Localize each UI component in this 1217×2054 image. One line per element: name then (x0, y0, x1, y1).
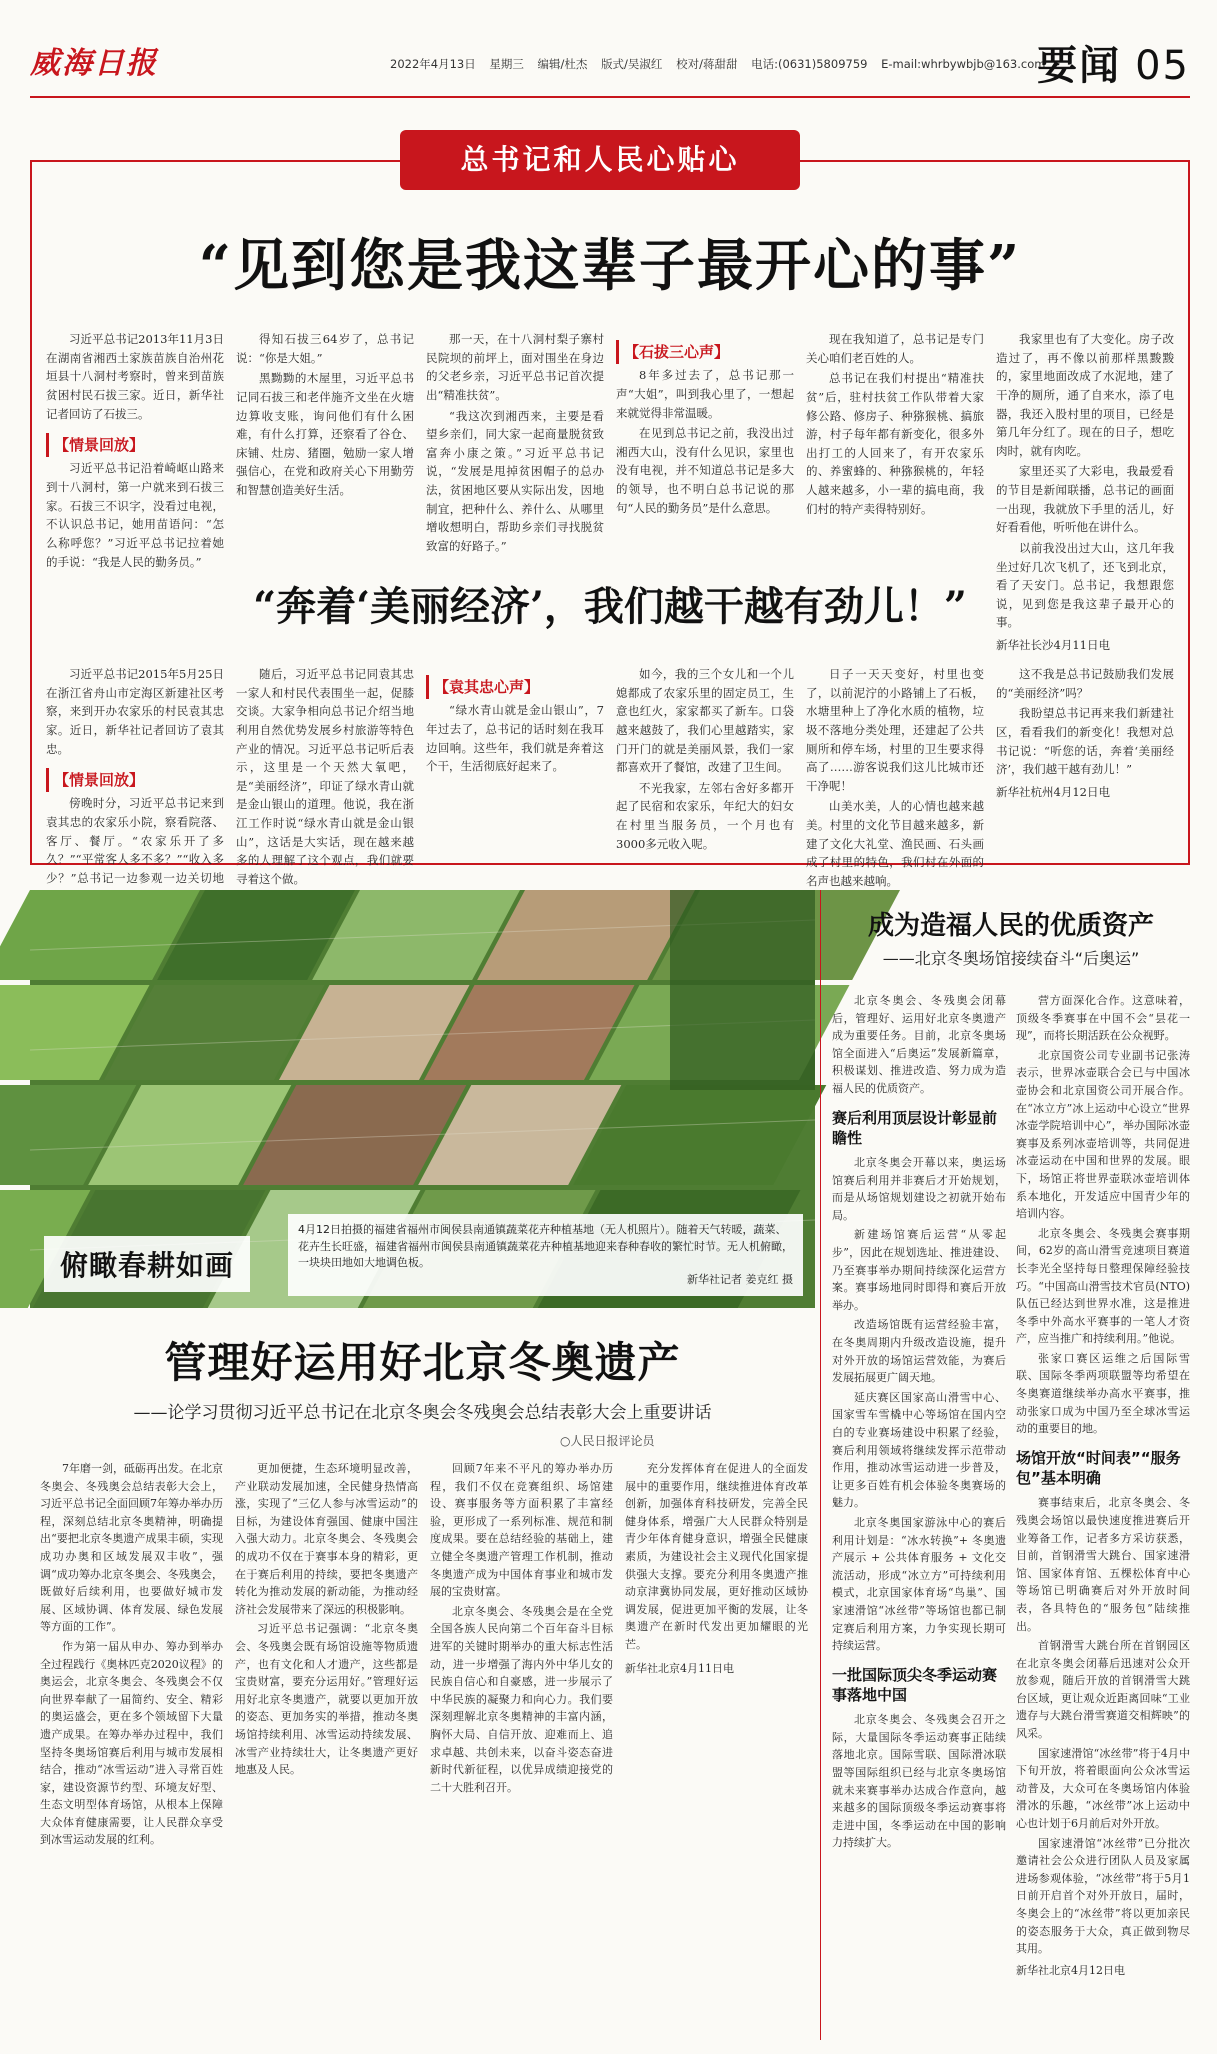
subhead: 场馆开放“时间表”“服务包”基本明确 (1016, 1448, 1181, 1488)
paragraph: 北京冬奥会、冬残奥会赛事期间，62岁的高山滑雪竞速项目赛道长李光全坚持每日整理保障经验技巧。“中国高山滑雪技术官员(NTO)队伍已经达到世界水准，这是推进冬季中外高水平赛事的一笔人才资产，应当推广和持续利用。”他说。 (1016, 1226, 1190, 1346)
paragraph: 首钢滑雪大跳台所在首钢园区在北京冬奥会闭幕后迅速对公众开放参观，随后开放的首钢滑雪大跳台区域，更让观众近距离回味“工业遗存与大跳台滑雪赛道交相辉映”的风采。 (1016, 1639, 1190, 1741)
right-headline: 成为造福人民的优质资产 (867, 911, 1154, 941)
paragraph: 营方面深化合作。这意味着，顶级冬季赛事在中国不会“昙花一现”，而将长期活跃在公众视野。 (1016, 994, 1190, 1043)
story-2-body (46, 665, 1174, 888)
newspaper-logo: 威海日报 (30, 46, 158, 81)
story-2-col-4 (616, 665, 794, 855)
main-col-1 (40, 1460, 223, 2040)
paragraph: 那一天，在十八洞村梨子寨村民院坝的前坪上，面对围坐在身边的父老乡亲，习近平总书记首次提出“精准扶贫”。 (426, 332, 604, 402)
paragraph: 这不我是总书记鼓励我们发展的“美丽经济”吗？ (996, 667, 1174, 700)
main-byline: ○人民日报评论员 (560, 1434, 655, 1448)
paragraph: 习近平总书记沿着崎岖山路来到十八洞村，第一户就来到石拔三家。石拔三不识字，没看过电视，不认识总书记，她用苗语问：“怎么称呼您？”习近平总书记拉着她的手说：“我是人民的勤务员。” (46, 461, 224, 569)
paragraph: 7年磨一剑，砥砺再出发。在北京冬奥会、冬残奥会总结表彰大会上，习近平总书记全面回顾7年筹办举办历程，深刻总结北京冬奥精神，明确提出“要把北京冬奥遗产成果丰硕，实现成功办奥和区域发展双丰收”，强调“成功筹办北京冬奥会、冬残奥会，既做好后续利用，也要做好城市发展、区域协调、体育发展、绿色发展等方面的工作”。 (40, 1462, 223, 1634)
issue-proof: 校对/蒋甜甜 (676, 57, 738, 71)
paragraph: “绿水青山就是金山银山”，7年过去了，总书记的话时刻在我耳边回响。这些年，我们就是奔着这个干，生活彻底好起来了。 (426, 703, 604, 774)
paragraph: 延庆赛区国家高山滑雪中心、国家雪车雪橇中心等场馆在国内空白的专业赛场建设中积累了经验，赛后利用领域将继续发挥示范带动作用，推动冰雪运动进一步普及，让更多百姓有机会体验冬奥赛场的魅力。 (832, 1390, 1006, 1510)
paragraph: 国家速滑馆“冰丝带”将于4月中下旬开放，将着眼面向公众冰雪运动普及，大众可在冬奥场馆内体验滑冰的乐趣，“冰丝带”冰上运动中心也计划于6月前后对外开放。 (1016, 1746, 1190, 1831)
paragraph: 我家里也有了大变化。房子改造过了，再不像以前那样黑黢黢的，家里地面改成了水泥地，建了干净的厕所，通了自来水，添了电器，我还入股村里的项目，已经是第几年分红了。现在的日子，想吃肉时，就有肉吃。 (996, 332, 1174, 458)
paragraph: 作为第一届从申办、筹办到举办全过程践行《奥林匹克2020议程》的奥运会，北京冬奥会、冬残奥会不仅向世界奉献了一届简约、安全、精彩的奥运盛会，更在多个领域留下大量遗产成果。在筹办举办过程中，我们坚持冬奥场馆赛后利用与城市发展相结合，推动“冰雪运动”进入寻常百姓家，建设资源节约型、环境友好型、生态文明型体育场馆，从根本上保障大众体育健康需要，让人民群众享受到冰雪运动发展的红利。 (40, 1639, 223, 1847)
paragraph: 不光我家，左邻右舍好多都开起了民宿和农家乐，年纪大的妇女在村里当服务员，一个月也有3000多元收入呢。 (616, 780, 794, 851)
paragraph: 如今，我的三个女儿和一个儿媳都成了农家乐里的固定员工，生意也红火，家家都买了新车。口袋越来越鼓了，我们心里越踏实，家门开门的就是美丽风景，我们一家都喜欢开了餐馆，改建了卫生间。 (616, 667, 794, 775)
dateline: 新华社北京4月11日电 (625, 1661, 734, 1675)
story-1-col-6 (996, 330, 1174, 652)
story-2-col-3 (426, 665, 604, 855)
paragraph: 北京冬奥会、冬残奥会闭幕后，管理好、运用好北京冬奥遗产成为重要任务。目前，北京冬奥场馆全面进入“后奥运”发展新篇章，积极谋划、推进改造、努力成为造福人民的优质资产。 (832, 994, 1006, 1095)
paragraph: 北京国资公司专业副书记张涛表示，世界冰壶联合会已与中国冰壶协会和北京国资公司开展合作。在“冰立方”冰上运动中心设立“世界冰壶学院培训中心”，举办国际冰壶赛事及系列冰壶培训等，共同促进冰壶运动在中国和世界的发展。眼下，场馆正将世界壶联冰壶培训体系本地化，开发适应中国青少年的培训内容。 (1016, 1048, 1190, 1221)
paragraph: 家里还买了大彩电，我最爱看的节目是新闻联播，总书记的画面一出现，我就放下手里的活儿，好好看看他，听听他在讲什么。 (996, 464, 1174, 535)
page-number: 05 (1135, 43, 1190, 89)
paragraph: 日子一天天变好，村里也变了，以前泥泞的小路铺上了石板，水塘里种上了净化水质的植物，垃圾不落地分类处理，还建起了公共厕所和停车场，村里的卫生要求得高了……游客说我们这儿比城市还干净呢！ (806, 667, 984, 793)
subhead: 赛后利用顶层设计彰显前瞻性 (832, 1108, 998, 1147)
subhead: 【袁其忠心声】 (426, 675, 604, 699)
column-divider (820, 890, 821, 2040)
paragraph: 改造场馆既有运营经验丰富，在冬奥周期内升级改造设施，提升对外开放的场馆运营效能，为赛后发展拓展更广阔天地。 (832, 1318, 1006, 1385)
dateline: 新华社北京4月12日电 (1016, 1963, 1125, 1977)
main-article-body (40, 1460, 808, 2040)
paragraph: 习近平总书记2013年11月3日在湖南省湘西土家族苗族自治州花垣县十八洞村考察时，曾来到苗族贫困村民石拔三家。近日，新华社记者回访了石拔三。 (46, 332, 224, 421)
story-1-col-1 (46, 330, 224, 569)
photo-title: 俯瞰春耕如画 (44, 1236, 250, 1292)
paragraph: 习近平总书记强调：“北京冬奥会、冬残奥会既有场馆设施等物质遗产，也有文化和人才遗产，这些都是宝贵财富，要充分运用好。”管理好运用好北京冬奥遗产，就要以更加开放的姿态、更加务实的举措，推动冬奥场馆持续利用、冰雪运动持续发展、冰雪产业持续壮大，让冬奥遗产更好地惠及人民。 (235, 1622, 418, 1777)
dateline: 新华社长沙4月11日电 (996, 638, 1110, 652)
subhead: 一批国际顶尖冬季运动赛事落地中国 (832, 1665, 998, 1704)
section-label (1037, 34, 1190, 91)
paragraph: 赛事结束后，北京冬奥会、冬残奥会场馆以最快速度推进赛后开业筹备工作，记者多方采访获悉，目前，首钢滑雪大跳台、国家速滑馆、国家体育馆、五棵松体育中心等场馆已明确赛后对外开放时间表，各具特色的“服务包”陆续推出。 (1016, 1496, 1190, 1633)
subhead: 【情景回放】 (46, 433, 224, 457)
paragraph: 8年多过去了，总书记那一声“大姐”，叫到我心里了，一想起来就觉得非常温暖。 (616, 368, 794, 420)
story-1-col-5 (806, 330, 984, 558)
story-1-col-4 (616, 330, 794, 558)
section-name: 要闻 (1037, 43, 1122, 89)
subhead: 【情景回放】 (46, 768, 224, 792)
story-2-col-1 (46, 665, 224, 885)
paragraph: 张家口赛区运维之后国际雪联、国际冬季两项联盟等均希望在冬奥赛道继续举办高水平赛事，推动张家口成为中国乃至全球冰雪运动的重要目的地。 (1016, 1351, 1190, 1436)
paragraph: 在见到总书记之前，我没出过湘西大山，没有什么见识，家里也没有电视，并不知道总书记是多大的领导，也不明白总书记说的那句“人民的勤务员”是什么意思。 (616, 426, 794, 515)
paragraph: 山美水美，人的心情也越来越美。村里的文化节目越来越多，新建了文化大礼堂、渔民画、石头画成了村里的特色，我们村在外面的名声也越来越响。 (806, 799, 984, 888)
paragraph: 充分发挥体育在促进人的全面发展中的重要作用，继续推进体育改革创新，加强体育科技研发，完善全民健身体系，增强广大人民群众特别是青少年体育健身意识，增强全民健康素质，为建设社会主义现代化国家提供强大支撑。要充分利用冬奥遗产推动京津冀协同发展，更好推动区域协调发展，促进更加平衡的发展，让冬奥遗产在新时代发出更加耀眼的光芒。 (625, 1462, 808, 1651)
paragraph: “我这次到湘西来，主要是看望乡亲们，同大家一起商量脱贫致富奔小康之策。”习近平总书记说，“发展是甩掉贫困帽子的总办法，贫困地区要从实际出发，因地制宜，把种什么、养什么、从哪里增收想明白，帮助乡亲们寻找脱贫致富的好路子。” (426, 408, 604, 553)
aerial-farmland-photo (30, 890, 815, 1308)
paragraph: 北京冬奥会、冬残奥会是在全党全国各族人民向第二个百年奋斗目标进军的关键时期举办的重大标志性活动，进一步增强了海内外中华儿女的民族自信心和自豪感，进一步展示了中华民族的凝聚力和向心力。我们要深刻理解北京冬奥精神的丰富内涵，胸怀大局、自信开放、迎难而上、追求卓越、共创未来，以奋斗姿态奋进新时代新征程，以优异成绩迎接党的二十大胜利召开。 (430, 1604, 613, 1794)
dateline: 新华社杭州4月12日电 (996, 784, 1110, 799)
paragraph: 得知石拔三64岁了，总书记说：“你是大姐。” (236, 332, 414, 365)
paragraph: 现在我知道了，总书记是专门关心咱们老百姓的人。 (806, 332, 984, 365)
masthead-rule (30, 96, 1190, 98)
paragraph: 北京冬奥会、冬残奥会召开之际，大量国际冬季运动赛事正陆续落地北京。国际雪联、国际滑冰联盟等国际组织已经与北京冬奥场馆就未来赛事举办达成合作意向，越来越多的国际顶级冬季运动赛事将走进中国，冬季运动在中国的影响力持续扩大。 (832, 1713, 1006, 1850)
paragraph: 习近平总书记2015年5月25日在浙江省舟山市定海区新建社区考察，来到开办农家乐的村民袁其忠家。近日，新华社记者回访了袁其忠。 (46, 667, 224, 756)
right-article-body (832, 992, 1190, 2042)
issue-date: 2022年4月13日 (390, 57, 476, 71)
paragraph: 更加便捷，生态环境明显改善，产业联动发展加速，全民健身热情高涨，实现了“三亿人参与冰雪运动”的目标，为建设体育强国、健康中国注入强大动力。北京冬奥会、冬残奥会的成功不仅在于赛事本身的精彩，更在于赛后利用的持续，要把冬奥遗产转化为推动发展的新动能，为推动经济社会发展带来了深远的积极影响。 (235, 1462, 418, 1616)
subhead: 【石拔三心声】 (616, 340, 794, 364)
issue-email: E-mail:whrbywbjb@163.com (881, 57, 1046, 71)
issue-meta (390, 56, 1055, 72)
paragraph: 随后，习近平总书记同袁其忠一家人和村民代表围坐一起，促膝交谈。大家争相向总书记介绍当地利用自然优势发展乡村旅游等特色产业的情况。习近平总书记听后表示，这里是一个天然大氧吧，是“美丽经济”，印证了绿水青山就是金山银山的道理。他说，我在浙江工作时说“绿水青山就是金山银山”，这话是大实话，现在越来越多的人理解了这个观点，我们就要寻着这个做。 (236, 667, 414, 886)
story-2-col-5 (806, 665, 984, 888)
paragraph: 以前我没出过大山，这几年我坐过好几次飞机了，还飞到北京，看了天安门。总书记，我想跟您说，见到您是我这辈子最开心的事。 (996, 540, 1174, 630)
paragraph: 我盼望总书记再来我们新建社区，看看我们的新变化！我想对总书记说：“听您的话，奔着‘美丽经济’，我们越干越有劲儿！” (996, 706, 1174, 777)
issue-editor: 编辑/杜杰 (537, 57, 588, 71)
right-subtitle: ——北京冬奥场馆接续奋斗“后奥运” (882, 949, 1140, 968)
feature-headline-1: “见到您是我这辈子最开心的事” (198, 233, 1022, 299)
story-2-col-6 (996, 665, 1174, 855)
issue-phone: 电话:(0631)5809759 (751, 57, 868, 71)
paragraph: 总书记在我们村提出“精准扶贫”后，驻村扶贫工作队带着大家修公路、修房子、种猕猴桃、搞旅游，村子每年都有新变化，很多外出打工的人回来了，有开农家乐的、养蜜蜂的、种猕猴桃的，年轻人越来越多，小一辈的搞电商，我们村的特产卖得特别好。 (806, 371, 984, 516)
photo-credit: 新华社记者 姜克红 摄 (687, 1272, 793, 1286)
photo-caption (288, 1214, 803, 1296)
paragraph: 新建场馆赛后运营“从零起步”，因此在规划选址、推进建设、乃至赛事举办期间持续深化运营方案。赛事场地同时即得和赛后开放举办。 (832, 1228, 1006, 1312)
paragraph: 傍晚时分，习近平总书记来到袁其忠的农家乐小院，察看院落、客厅、餐厅。“农家乐开了多久？”“平常客人多不多？”“收入多少？”总书记一边参观一边关切地 (46, 796, 224, 885)
main-col-3 (430, 1460, 613, 2040)
right-col-2 (1016, 992, 1190, 2042)
story-1-col-2 (236, 330, 414, 558)
right-col-1 (832, 992, 1006, 2042)
paragraph: 黑黝黝的木屋里，习近平总书记同石拔三和老伴施齐文坐在火塘边算收支账，询问他们有什么困难，有什么打算，还察看了谷仓、床铺、灶房、猪圈，勉励一家人增强信心，在党和政府关心下用勤劳和智慧创造美好生活。 (236, 371, 414, 497)
column-title: 总书记和人民心贴心 (400, 130, 800, 190)
main-subtitle: ——论学习贯彻习近平总书记在北京冬奥会冬残奥会总结表彰大会上重要讲话 (133, 1403, 712, 1423)
main-headline: 管理好运用好北京冬奥遗产 (164, 1338, 681, 1387)
paragraph: 北京冬奥会开幕以来，奥运场馆赛后利用并非赛后才开始规划，而是从场馆规划建设之初就开始布局。 (832, 1156, 1006, 1222)
story-2-col-2 (236, 665, 414, 886)
issue-weekday: 星期三 (489, 57, 524, 71)
feature-headline-2: “奔着‘美丽经济’，我们越干越有劲儿！” (253, 583, 967, 630)
paragraph: 国家速滑馆“冰丝带”已分批次邀请社会公众进行团队人员及家属进场参观体验，“冰丝带”将于5月1日前开启首个对外开放日，届时，冬奥会上的“冰丝带”将以更加亲民的姿态服务于大众，真正做到物尽其用。 (1016, 1836, 1190, 1956)
issue-layout: 版式/吴淑红 (601, 57, 663, 71)
main-col-4 (625, 1460, 808, 2040)
paragraph: 回顾7年来不平凡的筹办举办历程，我们不仅在竞赛组织、场馆建设、赛事服务等方面积累了丰富经验，更形成了一系列标准、规范和制度成果。要在总结经验的基础上，建立健全冬奥遗产管理工作机制，推动冬奥遗产成为中国体育事业和城市发展的宝贵财富。 (430, 1462, 613, 1599)
main-col-2 (235, 1460, 418, 2040)
photo-caption-text: 4月12日拍摄的福建省福州市闽侯县南通镇蔬菜花卉种植基地（无人机照片）。随着天气转暖，蔬菜、花卉生长旺盛，福建省福州市闽侯县南通镇蔬菜花卉种植基地迎来春种春收的繁忙时节。无人机俯瞰，一块块田地如大地调色板。 (298, 1223, 793, 1269)
paragraph: 北京冬奥国家游泳中心的赛后利用计划是：“冰水转换”+ 冬奥遗产展示 + 公共体育服务 + 文化交流活动，形成“冰立方”可持续利用模式，北京国家体育场“鸟巢”、国家速滑馆“冰丝带”等场馆也都已制定赛后利用方案，力争实现长期可持续运营。 (832, 1515, 1006, 1653)
story-1-col-3 (426, 330, 604, 558)
masthead (30, 34, 1190, 94)
